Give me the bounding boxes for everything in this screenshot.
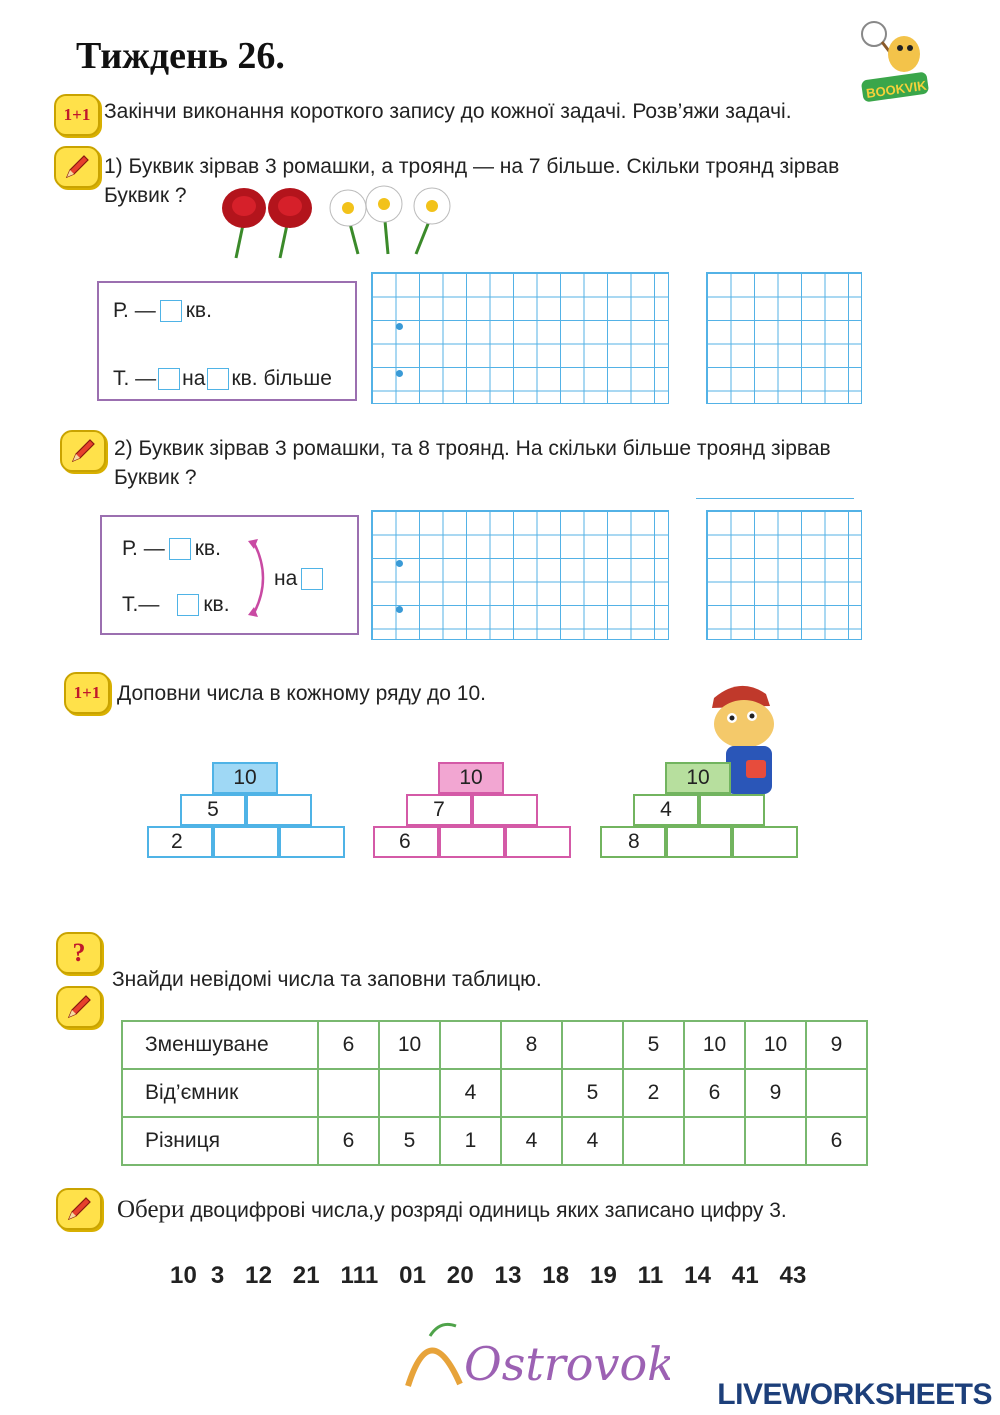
roses-label: Р. — — [122, 537, 165, 560]
table-cell[interactable] — [440, 1021, 501, 1069]
pyramid1-bottom-right-input[interactable] — [279, 826, 345, 858]
problem1-text-line2: Буквик ? — [104, 184, 187, 207]
pyramid2-middle-right-input[interactable] — [472, 794, 538, 826]
pencil-icon — [65, 993, 93, 1021]
number-choice[interactable]: 3 — [210, 1262, 225, 1289]
row-header-difference: Різниця — [122, 1117, 318, 1165]
page-title: Тиждень 26. — [76, 35, 285, 77]
problem2-text-line1: 2) Буквик зірвав 3 ромашки, та 8 троянд. На скільки більше троянд зірвав — [114, 437, 831, 460]
table-cell[interactable]: 10 — [379, 1021, 440, 1069]
tulips-count-input[interactable] — [158, 368, 180, 390]
flowers-illustration — [218, 180, 474, 260]
pyramid2-bottom-right-input[interactable] — [505, 826, 571, 858]
task1-instruction: Закінчи виконання короткого запису до кожної задачі. Розв’яжи задачі. — [104, 100, 792, 123]
difference-input[interactable] — [301, 568, 323, 590]
roses-label: Р. — — [113, 299, 156, 322]
pencil-badge-icon — [56, 986, 102, 1028]
pencil-badge-icon — [56, 1188, 102, 1230]
table-cell[interactable]: 6 — [684, 1069, 745, 1117]
pyramid1-middle-right-input[interactable] — [246, 794, 312, 826]
bookvik-logo — [852, 14, 934, 104]
task4-instruction-rest: двоцифрові числа,у розряді одиниць яких записано цифру 3. — [184, 1199, 787, 1222]
number-choice[interactable]: 21 — [292, 1262, 320, 1289]
number-choice[interactable]: 11 — [637, 1262, 664, 1289]
pyramid3-bottom-left-cell: 8 — [600, 826, 666, 858]
number-choice[interactable]: 14 — [684, 1262, 712, 1289]
pyramid2-middle-left-cell: 7 — [406, 794, 472, 826]
table-cell[interactable]: 5 — [562, 1069, 623, 1117]
task3-instruction: Знайди невідомі числа та заповни таблицю. — [112, 968, 542, 991]
table-cell[interactable] — [623, 1117, 684, 1165]
pencil-icon — [63, 153, 91, 181]
number-choice[interactable]: 12 — [245, 1262, 273, 1289]
subtraction-table — [121, 1020, 868, 1166]
comparison-arrow-icon — [244, 537, 274, 619]
table-cell[interactable]: 2 — [623, 1069, 684, 1117]
table-cell[interactable] — [318, 1069, 379, 1117]
table-cell[interactable]: 6 — [318, 1021, 379, 1069]
table-cell[interactable] — [501, 1069, 562, 1117]
tulips-count-input[interactable] — [177, 594, 199, 616]
table-row — [122, 1021, 867, 1069]
math-badge-icon: 1+1 — [54, 94, 100, 136]
table-row — [122, 1069, 867, 1117]
task4-instruction — [117, 1196, 787, 1225]
pencil-icon — [69, 437, 97, 465]
table-cell[interactable]: 9 — [745, 1069, 806, 1117]
table-cell[interactable]: 8 — [501, 1021, 562, 1069]
roses-unit: кв. — [194, 537, 221, 560]
number-choice[interactable]: 10 — [170, 1262, 198, 1289]
tulips-more-input[interactable] — [207, 368, 229, 390]
number-choice[interactable]: 43 — [779, 1262, 807, 1289]
svg-text:Ostrovok: Ostrovok — [464, 1337, 670, 1391]
table-cell[interactable]: 10 — [745, 1021, 806, 1069]
table-cell[interactable]: 5 — [379, 1117, 440, 1165]
divider-line — [696, 498, 854, 499]
table-cell[interactable] — [745, 1117, 806, 1165]
pyramid1-top-cell: 10 — [212, 762, 278, 794]
table-cell[interactable]: 4 — [501, 1117, 562, 1165]
table-cell[interactable]: 6 — [318, 1117, 379, 1165]
math-badge-icon: 1+1 — [64, 672, 110, 714]
pyramid2-top-cell: 10 — [438, 762, 504, 794]
number-choice[interactable]: 19 — [589, 1262, 618, 1289]
pyramid1-bottom-left-cell: 2 — [147, 826, 213, 858]
ostrovok-logo — [400, 1306, 670, 1396]
table-cell[interactable]: 5 — [623, 1021, 684, 1069]
pencil-icon — [65, 1195, 93, 1223]
tulips-na-label: на — [182, 367, 206, 390]
row-header-minuend: Зменшуване — [122, 1021, 318, 1069]
roses-count-input[interactable] — [160, 300, 182, 322]
pyramid1-bottom-middle-input[interactable] — [213, 826, 279, 858]
table-cell[interactable]: 9 — [806, 1021, 867, 1069]
pyramid3-middle-right-input[interactable] — [699, 794, 765, 826]
table-cell[interactable] — [806, 1069, 867, 1117]
number-choice[interactable]: 13 — [494, 1262, 522, 1289]
grid-dot — [396, 323, 403, 330]
pencil-badge-icon — [54, 146, 100, 188]
table-cell[interactable] — [379, 1069, 440, 1117]
tulips-label: Т. — — [113, 367, 157, 390]
table-cell[interactable]: 4 — [562, 1117, 623, 1165]
problem2-short-record — [100, 515, 359, 635]
pyramid3-bottom-middle-input[interactable] — [666, 826, 732, 858]
number-choice[interactable]: 01 — [399, 1262, 427, 1289]
roses-unit: кв. — [185, 299, 212, 322]
problem2-solution-grid[interactable] — [371, 510, 669, 640]
tulips-unit: кв. — [203, 593, 230, 616]
liveworksheets-logo: LIVEWORKSHEETS — [717, 1378, 992, 1411]
svg-text:BOOKVIK: BOOKVIK — [865, 77, 928, 101]
question-badge-icon: ? — [56, 932, 102, 974]
difference-na-label: на — [274, 567, 298, 590]
number-choices — [170, 1262, 807, 1290]
grid-dot — [396, 606, 403, 613]
pyramid1-middle-left-cell: 5 — [180, 794, 246, 826]
table-cell[interactable] — [562, 1021, 623, 1069]
row-header-subtrahend: Від’ємник — [122, 1069, 318, 1117]
pyramid3-middle-left-cell: 4 — [633, 794, 699, 826]
grid-dot — [396, 370, 403, 377]
table-cell[interactable]: 6 — [806, 1117, 867, 1165]
pyramid3-top-cell: 10 — [665, 762, 731, 794]
pyramid3-bottom-right-input[interactable] — [732, 826, 798, 858]
problem2-answer-grid[interactable] — [706, 510, 862, 640]
tulips-label: Т.— — [122, 593, 160, 616]
tulips-unit: кв. більше — [231, 367, 332, 390]
number-choice[interactable]: 111 — [340, 1262, 379, 1289]
task4-instruction-bold: Обери — [117, 1196, 185, 1223]
table-cell[interactable]: 4 — [440, 1069, 501, 1117]
table-cell[interactable]: 1 — [440, 1117, 501, 1165]
table-cell[interactable]: 10 — [684, 1021, 745, 1069]
problem2-text-line2: Буквик ? — [114, 466, 197, 489]
rose-icon — [222, 188, 312, 258]
pyramid2-bottom-left-cell: 6 — [373, 826, 439, 858]
pencil-badge-icon — [60, 430, 106, 472]
daisy-icon — [330, 186, 450, 254]
number-choice[interactable]: 18 — [542, 1262, 570, 1289]
number-choice[interactable]: 41 — [731, 1262, 759, 1289]
grid-dot — [396, 560, 403, 567]
problem1-answer-grid[interactable] — [706, 272, 862, 404]
table-cell[interactable] — [684, 1117, 745, 1165]
table-row — [122, 1117, 867, 1165]
problem1-short-record — [97, 281, 357, 401]
number-choice[interactable]: 20 — [446, 1262, 474, 1289]
roses-count-input[interactable] — [169, 538, 191, 560]
problem1-solution-grid[interactable] — [371, 272, 669, 404]
pyramid2-bottom-middle-input[interactable] — [439, 826, 505, 858]
task2-instruction: Доповни числа в кожному ряду до 10. — [117, 682, 486, 705]
problem1-text-line1: 1) Буквик зірвав 3 ромашки, а троянд — на 7 більше. Скільки троянд зірвав — [104, 155, 840, 178]
